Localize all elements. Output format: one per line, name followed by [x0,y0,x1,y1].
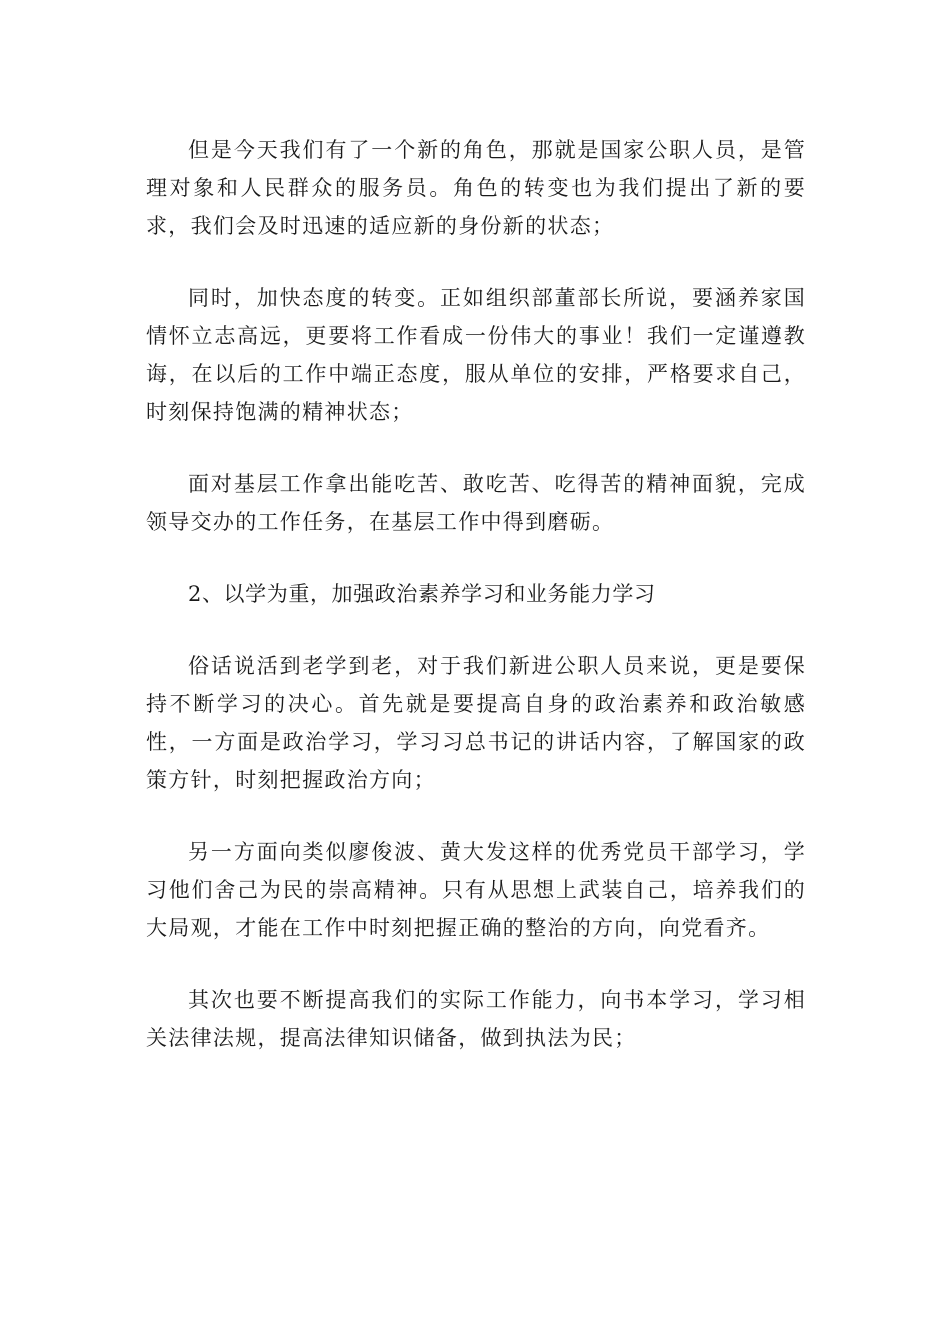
paragraph-role-models: 另一方面向类似廖俊波、黄大发这样的优秀党员干部学习，学习他们舍己为民的崇高精神。只有从思想上武装自己，培养我们的大局观，才能在工作中时刻把握正确的整治的方向，向党看齐。 [146,840,806,940]
paragraph-lifelong-learning: 俗话说活到老学到老，对于我们新进公职人员来说，更是要保持不断学习的决心。首先就是要提高自身的政治素养和政治敏感性，一方面是政治学习，学习习总书记的讲话内容，了解国家的政策方针，时刻把握政治方向； [146,654,806,792]
section-heading-study: 2、以学为重，加强政治素养学习和业务能力学习 [188,582,656,606]
paragraph-role-change: 但是今天我们有了一个新的角色，那就是国家公职人员，是管理对象和人民群众的服务员。角色的转变也为我们提出了新的要求，我们会及时迅速的适应新的身份新的状态； [146,138,806,238]
document-body [146,131,806,1091]
paragraph-work-ability: 其次也要不断提高我们的实际工作能力，向书本学习，学习相关法律法规，提高法律知识储备，做到执法为民； [146,988,806,1050]
paragraph-attitude-change: 同时，加快态度的转变。正如组织部董部长所说，要涵养家国情怀立志高远，更要将工作看成一份伟大的事业！我们一定谨遵教诲，在以后的工作中端正态度，服从单位的安排，严格要求自己，时刻保持饱满的精神状态； [146,286,806,424]
paragraph-grassroots-work: 面对基层工作拿出能吃苦、敢吃苦、吃得苦的精神面貌，完成领导交办的工作任务，在基层工作中得到磨砺。 [146,472,806,534]
